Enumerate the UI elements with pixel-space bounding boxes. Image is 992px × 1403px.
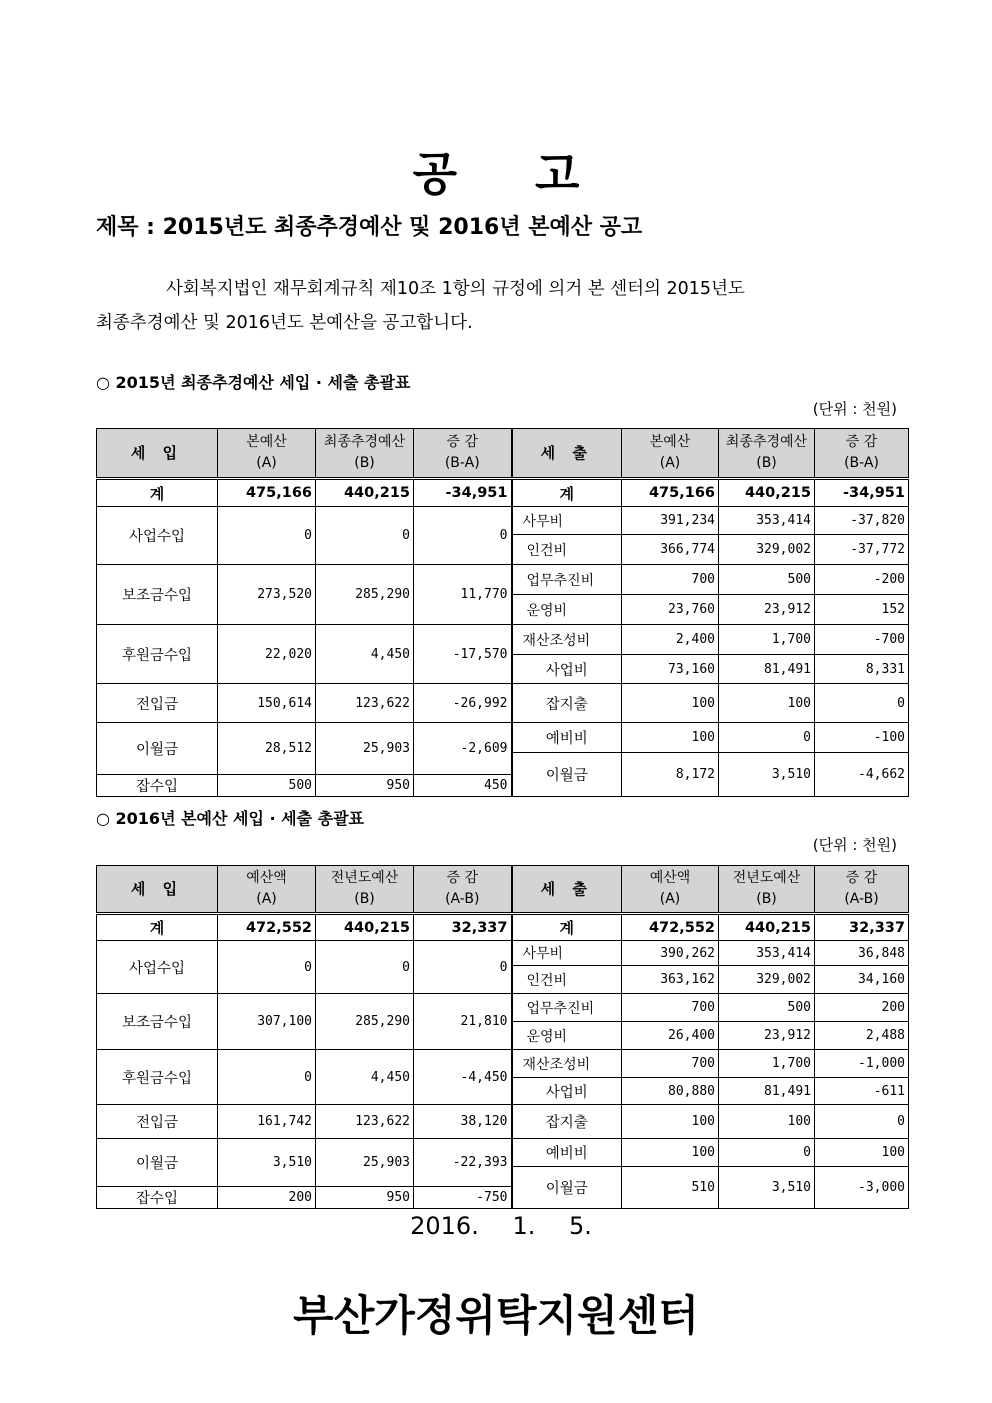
amount-cell: -100 xyxy=(815,723,909,753)
body-line-2: 최종추경예산 및 2016년도 본예산을 공고합니다. xyxy=(96,313,473,333)
label-cell: 이월금 xyxy=(512,1167,622,1209)
budget-table-2015 xyxy=(96,428,909,797)
amount-cell: 390,262 xyxy=(622,941,719,966)
header-col-b xyxy=(719,429,815,479)
header-col-b xyxy=(316,429,414,479)
label-cell: 계 xyxy=(97,479,218,507)
header-text: (B) xyxy=(354,891,375,907)
amount-cell: 353,414 xyxy=(719,941,815,966)
header-col-b xyxy=(719,866,815,914)
amount-cell: 22,020 xyxy=(218,625,316,684)
label-cell: 업무추진비 xyxy=(512,565,622,595)
header-text: 전년도예산 xyxy=(732,870,801,886)
label-cell: 보조금수입 xyxy=(97,994,218,1050)
label-cell: 이월금 xyxy=(97,1139,218,1187)
header-revenue: 세 입 xyxy=(97,866,218,914)
amount-cell: 0 xyxy=(719,723,815,753)
amount-cell: 150,614 xyxy=(218,684,316,723)
header-text: 본예산 xyxy=(649,434,691,450)
amount-cell: 23,912 xyxy=(719,595,815,625)
header-text: 최종추경예산 xyxy=(323,434,406,450)
amount-cell: -26,992 xyxy=(414,684,512,723)
amount-cell: 440,215 xyxy=(316,914,414,941)
label-cell: 후원금수입 xyxy=(97,1050,218,1105)
subject-line: 제목 : 2015년도 최종추경예산 및 2016년 본예산 공고 xyxy=(96,215,643,240)
amount-cell: 0 xyxy=(218,1050,316,1105)
header-text: (B) xyxy=(354,455,375,471)
amount-cell: 100 xyxy=(622,1105,719,1139)
header-col-a xyxy=(622,429,719,479)
header-text: (B) xyxy=(756,455,777,471)
header-text: (A-B) xyxy=(445,891,480,907)
header-text: 예산액 xyxy=(246,870,287,886)
amount-cell: 123,622 xyxy=(316,1105,414,1139)
label-cell: 운영비 xyxy=(512,1022,622,1050)
header-text: 증 감 xyxy=(845,434,878,450)
amount-cell: 23,912 xyxy=(719,1022,815,1050)
amount-cell: 3,510 xyxy=(719,1167,815,1209)
label-cell: 예비비 xyxy=(512,723,622,753)
budget-table-2016 xyxy=(96,865,909,1209)
amount-cell: 391,234 xyxy=(622,507,719,535)
amount-cell: 21,810 xyxy=(414,994,512,1050)
header-revenue: 세 입 xyxy=(97,429,218,479)
amount-cell: -2,609 xyxy=(414,723,512,775)
amount-cell: 329,002 xyxy=(719,535,815,565)
amount-cell: 366,774 xyxy=(622,535,719,565)
amount-cell: 200 xyxy=(815,994,909,1022)
header-text: 본예산 xyxy=(246,434,287,450)
amount-cell: 450 xyxy=(414,775,512,797)
amount-cell: 2,400 xyxy=(622,625,719,655)
amount-cell: -611 xyxy=(815,1078,909,1105)
amount-cell: 440,215 xyxy=(719,479,815,507)
amount-cell: -4,450 xyxy=(414,1050,512,1105)
amount-cell: -34,951 xyxy=(414,479,512,507)
section-1-unit: (단위 : 천원) xyxy=(812,400,897,418)
section-2-unit: (단위 : 천원) xyxy=(812,836,897,854)
amount-cell: 500 xyxy=(218,775,316,797)
amount-cell: -200 xyxy=(815,565,909,595)
section-1-title: ○ 2015년 최종추경예산 세입 · 세출 총괄표 xyxy=(96,373,411,392)
table-row xyxy=(97,941,909,966)
amount-cell: 100 xyxy=(622,1139,719,1167)
total-row xyxy=(97,479,909,507)
amount-cell: 25,903 xyxy=(316,1139,414,1187)
table-row xyxy=(97,1139,909,1167)
amount-cell: 950 xyxy=(316,1187,414,1209)
label-cell: 이월금 xyxy=(97,723,218,775)
label-cell: 재산조성비 xyxy=(512,1050,622,1078)
amount-cell: 152 xyxy=(815,595,909,625)
amount-cell: -700 xyxy=(815,625,909,655)
table-row xyxy=(97,565,909,595)
amount-cell: 353,414 xyxy=(719,507,815,535)
amount-cell: 475,166 xyxy=(622,479,719,507)
page-title xyxy=(0,138,992,204)
amount-cell: 80,880 xyxy=(622,1078,719,1105)
label-cell: 업무추진비 xyxy=(512,994,622,1022)
amount-cell: 285,290 xyxy=(316,994,414,1050)
header-col-a xyxy=(622,866,719,914)
amount-cell: 100 xyxy=(815,1139,909,1167)
label-cell: 잡지출 xyxy=(512,684,622,723)
amount-cell: 500 xyxy=(719,994,815,1022)
label-cell: 사업수입 xyxy=(97,941,218,994)
label-cell: 사업비 xyxy=(512,655,622,684)
announcement-date: 2016. 1. 5. xyxy=(410,1212,592,1240)
amount-cell: 32,337 xyxy=(815,914,909,941)
total-row xyxy=(97,914,909,941)
amount-cell: 100 xyxy=(622,723,719,753)
amount-cell: 23,760 xyxy=(622,595,719,625)
amount-cell: 0 xyxy=(414,941,512,994)
amount-cell: 100 xyxy=(622,684,719,723)
amount-cell: 472,552 xyxy=(218,914,316,941)
amount-cell: -37,772 xyxy=(815,535,909,565)
amount-cell: 81,491 xyxy=(719,1078,815,1105)
amount-cell: 1,700 xyxy=(719,1050,815,1078)
amount-cell: 32,337 xyxy=(414,914,512,941)
amount-cell: -4,662 xyxy=(815,753,909,797)
header-expenditure: 세 출 xyxy=(512,429,622,479)
amount-cell: 100 xyxy=(719,1105,815,1139)
amount-cell: -22,393 xyxy=(414,1139,512,1187)
amount-cell: 25,903 xyxy=(316,723,414,775)
amount-cell: 28,512 xyxy=(218,723,316,775)
label-cell: 사무비 xyxy=(512,941,622,966)
header-col-c xyxy=(414,866,512,914)
amount-cell: 950 xyxy=(316,775,414,797)
amount-cell: 8,331 xyxy=(815,655,909,684)
amount-cell: -1,000 xyxy=(815,1050,909,1078)
header-text: 최종추경예산 xyxy=(725,434,808,450)
amount-cell: 81,491 xyxy=(719,655,815,684)
body-paragraph xyxy=(96,272,896,340)
amount-cell: 2,488 xyxy=(815,1022,909,1050)
amount-cell: 363,162 xyxy=(622,966,719,994)
amount-cell: 0 xyxy=(719,1139,815,1167)
header-col-c xyxy=(815,429,909,479)
header-col-a xyxy=(218,429,316,479)
table-row xyxy=(97,1050,909,1078)
header-text: (B) xyxy=(756,891,777,907)
header-col-a xyxy=(218,866,316,914)
amount-cell: 700 xyxy=(622,1050,719,1078)
label-cell: 재산조성비 xyxy=(512,625,622,655)
label-cell: 잡지출 xyxy=(512,1105,622,1139)
label-cell: 전입금 xyxy=(97,684,218,723)
amount-cell: 4,450 xyxy=(316,625,414,684)
section-2-title: ○ 2016년 본예산 세입 · 세출 총괄표 xyxy=(96,809,365,828)
label-cell: 사업비 xyxy=(512,1078,622,1105)
amount-cell: 34,160 xyxy=(815,966,909,994)
label-cell: 이월금 xyxy=(512,753,622,797)
title-char-1: 공 xyxy=(412,147,457,201)
amount-cell: 0 xyxy=(815,684,909,723)
amount-cell: 11,770 xyxy=(414,565,512,625)
label-cell: 예비비 xyxy=(512,1139,622,1167)
amount-cell: 440,215 xyxy=(719,914,815,941)
amount-cell: 273,520 xyxy=(218,565,316,625)
amount-cell: 285,290 xyxy=(316,565,414,625)
amount-cell: 475,166 xyxy=(218,479,316,507)
header-col-b xyxy=(316,866,414,914)
organization-name: 부산가정위탁지원센터 xyxy=(293,1291,699,1340)
label-cell: 계 xyxy=(512,479,622,507)
amount-cell: 8,172 xyxy=(622,753,719,797)
header-text: (A) xyxy=(256,891,277,907)
header-text: (A) xyxy=(659,455,681,471)
header-text: (A) xyxy=(659,891,681,907)
table-row xyxy=(97,507,909,535)
header-text: 증 감 xyxy=(845,870,878,886)
title-char-2: 고 xyxy=(535,147,580,201)
amount-cell: 100 xyxy=(719,684,815,723)
amount-cell: 161,742 xyxy=(218,1105,316,1139)
amount-cell: 307,100 xyxy=(218,994,316,1050)
header-text: 전년도예산 xyxy=(330,870,399,886)
label-cell: 후원금수입 xyxy=(97,625,218,684)
header-text: (A-B) xyxy=(844,891,879,907)
amount-cell: 1,700 xyxy=(719,625,815,655)
amount-cell: 440,215 xyxy=(316,479,414,507)
table-row xyxy=(97,625,909,655)
header-text: 증 감 xyxy=(446,434,478,450)
label-cell: 계 xyxy=(97,914,218,941)
amount-cell: 200 xyxy=(218,1187,316,1209)
label-cell: 사업수입 xyxy=(97,507,218,565)
amount-cell: 36,848 xyxy=(815,941,909,966)
table-row xyxy=(97,684,909,722)
header-text: (B-A) xyxy=(844,455,879,471)
amount-cell: 4,450 xyxy=(316,1050,414,1105)
amount-cell: -750 xyxy=(414,1187,512,1209)
label-cell: 보조금수입 xyxy=(97,565,218,625)
amount-cell: -37,820 xyxy=(815,507,909,535)
amount-cell: 3,510 xyxy=(218,1139,316,1187)
amount-cell: -34,951 xyxy=(815,479,909,507)
amount-cell: 0 xyxy=(815,1105,909,1139)
table-row xyxy=(97,723,909,753)
label-cell: 잡수입 xyxy=(97,775,218,797)
amount-cell: 500 xyxy=(719,565,815,595)
amount-cell: 0 xyxy=(218,941,316,994)
amount-cell: 73,160 xyxy=(622,655,719,684)
amount-cell: 26,400 xyxy=(622,1022,719,1050)
amount-cell: 700 xyxy=(622,565,719,595)
label-cell: 계 xyxy=(512,914,622,941)
amount-cell: 472,552 xyxy=(622,914,719,941)
header-expenditure: 세 출 xyxy=(512,866,622,914)
table-row xyxy=(97,994,909,1022)
table-row xyxy=(97,1105,909,1138)
amount-cell: -17,570 xyxy=(414,625,512,684)
amount-cell: 700 xyxy=(622,994,719,1022)
amount-cell: 0 xyxy=(218,507,316,565)
header-text: (B-A) xyxy=(444,455,480,471)
label-cell: 운영비 xyxy=(512,595,622,625)
header-col-c xyxy=(815,866,909,914)
amount-cell: 0 xyxy=(316,941,414,994)
header-text: 증 감 xyxy=(446,870,478,886)
amount-cell: 0 xyxy=(316,507,414,565)
header-text: (A) xyxy=(256,455,277,471)
amount-cell: 123,622 xyxy=(316,684,414,723)
header-col-c xyxy=(414,429,512,479)
amount-cell: 0 xyxy=(414,507,512,565)
body-line-1: 사회복지법인 재무회계규칙 제10조 1항의 규정에 의거 본 센터의 2015년도 xyxy=(166,279,745,299)
amount-cell: 38,120 xyxy=(414,1105,512,1139)
label-cell: 전입금 xyxy=(97,1105,218,1139)
header-text: 예산액 xyxy=(649,870,691,886)
label-cell: 인건비 xyxy=(512,535,622,565)
amount-cell: 329,002 xyxy=(719,966,815,994)
label-cell: 사무비 xyxy=(512,507,622,535)
amount-cell: -3,000 xyxy=(815,1167,909,1209)
amount-cell: 3,510 xyxy=(719,753,815,797)
label-cell: 인건비 xyxy=(512,966,622,994)
label-cell: 잡수입 xyxy=(97,1187,218,1209)
amount-cell: 510 xyxy=(622,1167,719,1209)
